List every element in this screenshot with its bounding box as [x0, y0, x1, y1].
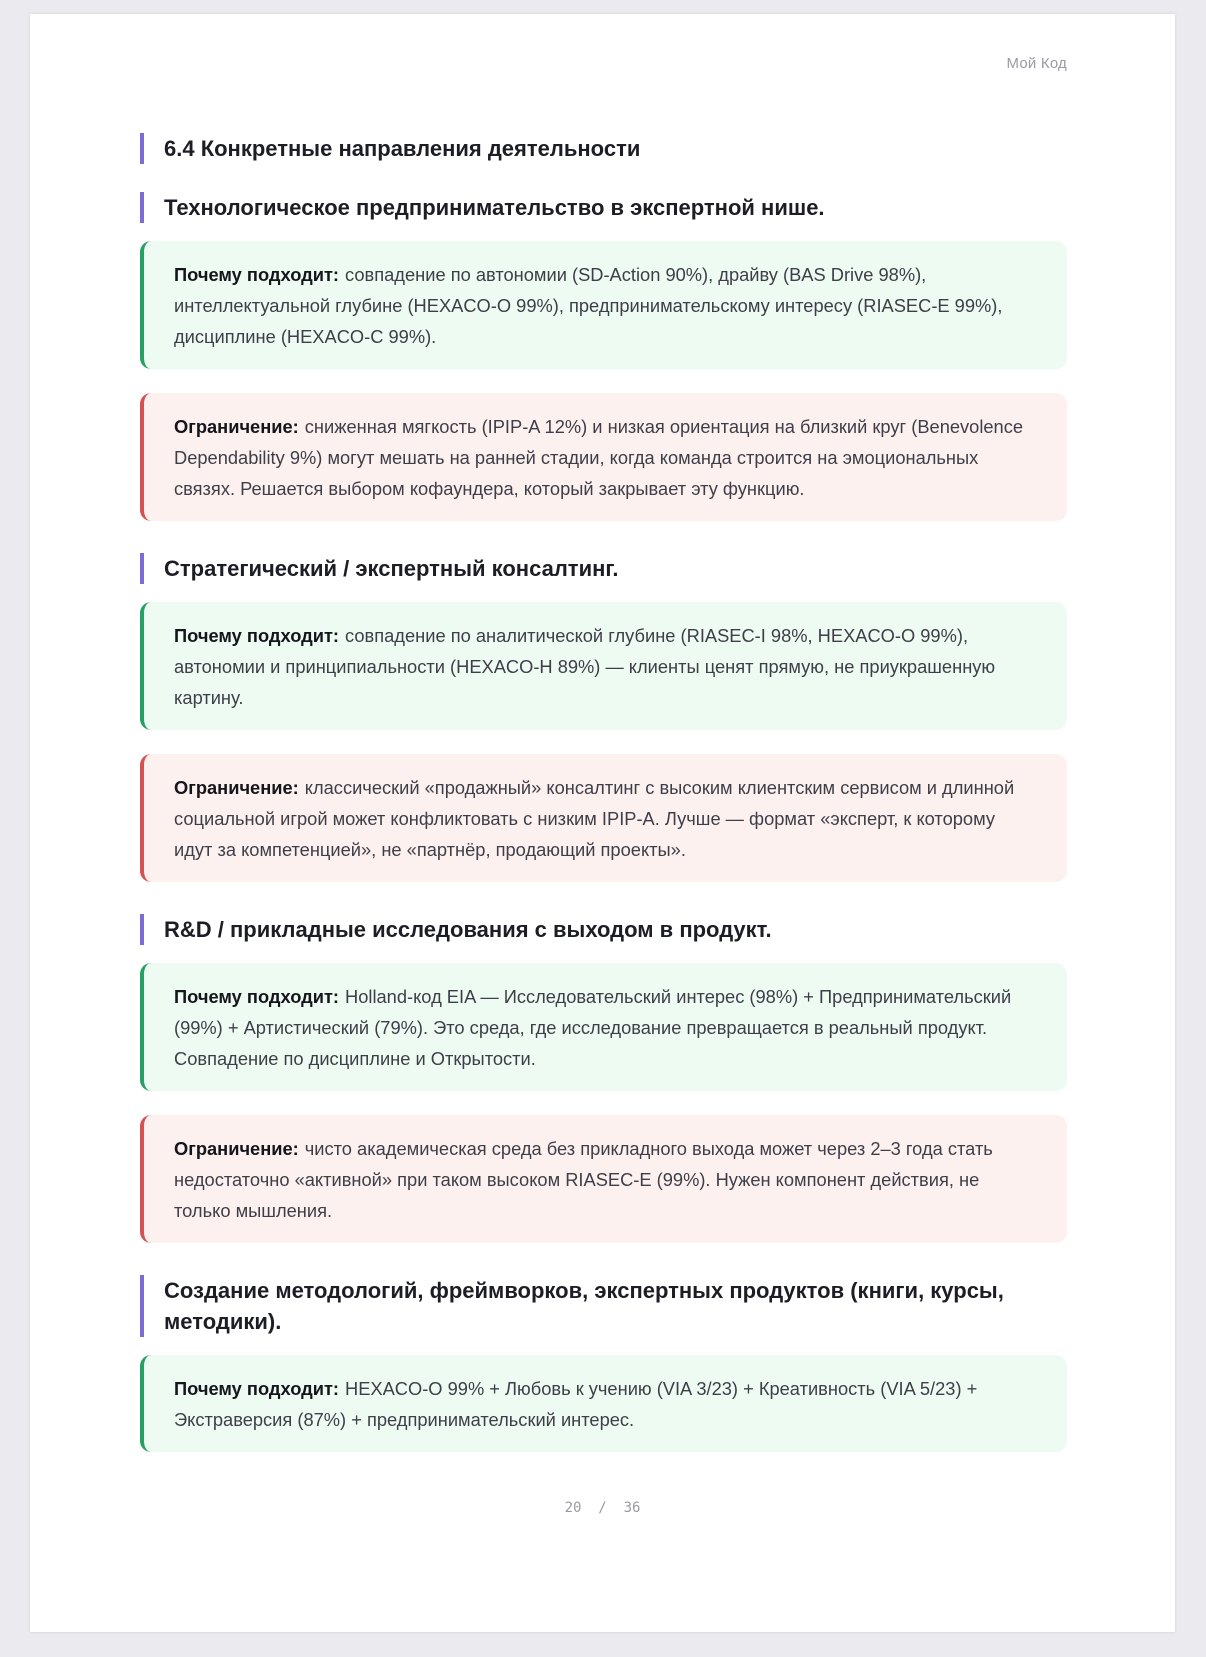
- limitation-text: сниженная мягкость (IPIP-A 12%) и низкая ориентация на близкий круг (Benevolence Dependability 9%) могут мешать на ранней стадии, когда команда строится на эмоциональных связях. Решается выбором кофаундера, который закрывает эту функцию.: [174, 416, 1024, 499]
- page-number: [30, 1500, 1175, 1516]
- why-fits-label: Почему подходит:: [174, 986, 340, 1007]
- limitation-callout: [140, 1115, 1067, 1243]
- document-page: [30, 14, 1175, 1632]
- direction-title: Технологическое предпринимательство в экспертной нише.: [140, 192, 1067, 223]
- why-fits-text: совпадение по аналитической глубине (RIASEC-I 98%, HEXACO-O 99%), автономии и принципиальности (HEXACO-H 89%) — клиенты ценят прямую, не приукрашенную картину.: [174, 625, 996, 708]
- why-fits-text: совпадение по автономии (SD-Action 90%), драйву (BAS Drive 98%), интеллектуальной глубине (HEXACO-O 99%), предпринимательскому интересу (RIASEC-E 99%), дисциплине (HEXACO-C 99%).: [174, 264, 1003, 347]
- why-fits-text: Holland-код EIA — Исследовательский интерес (98%) + Предпринимательский (99%) + Артистический (79%). Это среда, где исследование превращается в реальный продукт. Совпадение по дисциплине и Открытости.: [174, 986, 1012, 1069]
- direction-title: Создание методологий, фреймворков, экспертных продуктов (книги, курсы, методики).: [140, 1275, 1067, 1337]
- page-separator: /: [598, 1500, 607, 1516]
- why-fits-label: Почему подходит:: [174, 1378, 340, 1399]
- total-pages: 36: [623, 1500, 641, 1516]
- limitation-text: чисто академическая среда без прикладного выхода может через 2–3 года стать недостаточно «активной» при таком высоком RIASEC-E (99%). Нужен компонент действия, не только мышления.: [174, 1138, 993, 1221]
- why-fits-callout: [140, 602, 1067, 730]
- current-page: 20: [564, 1500, 582, 1516]
- direction-title: Стратегический / экспертный консалтинг.: [140, 553, 1067, 584]
- limitation-label: Ограничение:: [174, 777, 299, 798]
- limitation-label: Ограничение:: [174, 1138, 299, 1159]
- page-content: [140, 123, 1067, 1452]
- why-fits-callout: [140, 1355, 1067, 1452]
- why-fits-callout: [140, 241, 1067, 369]
- why-fits-label: Почему подходит:: [174, 264, 340, 285]
- limitation-label: Ограничение:: [174, 416, 299, 437]
- why-fits-text: HEXACO-O 99% + Любовь к учению (VIA 3/23) + Креативность (VIA 5/23) + Экстраверсия (87%) + предпринимательский интерес.: [174, 1378, 978, 1430]
- why-fits-label: Почему подходит:: [174, 625, 340, 646]
- limitation-text: классический «продажный» консалтинг с высоким клиентским сервисом и длинной социальной игрой может конфликтовать с низким IPIP-A. Лучше — формат «эксперт, к которому идут за компетенцией», не «партнёр, продающий проекты».: [174, 777, 1015, 860]
- why-fits-callout: [140, 963, 1067, 1091]
- limitation-callout: [140, 393, 1067, 521]
- direction-title: R&D / прикладные исследования с выходом в продукт.: [140, 914, 1067, 945]
- header-brand: Мой Код: [1006, 55, 1067, 72]
- section-title: 6.4 Конкретные направления деятельности: [140, 133, 1067, 164]
- limitation-callout: [140, 754, 1067, 882]
